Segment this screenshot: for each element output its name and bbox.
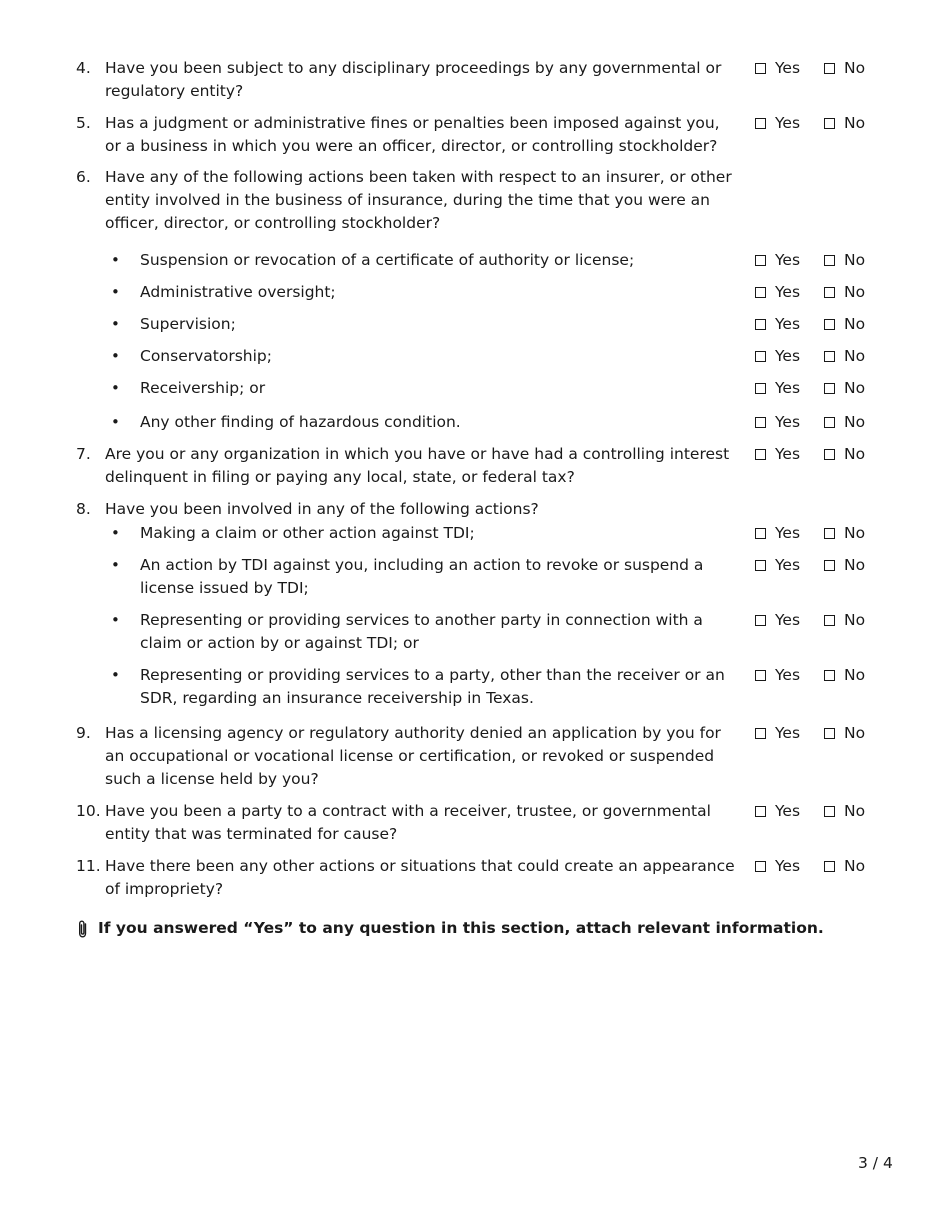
q6d-yes-option[interactable] xyxy=(755,345,800,368)
q8c-no-checkbox[interactable] xyxy=(824,615,835,626)
question-number: 5. xyxy=(76,114,91,132)
q6b-yes-checkbox[interactable] xyxy=(755,287,766,298)
q4-no-option[interactable] xyxy=(824,57,865,80)
yes-label: Yes xyxy=(775,666,801,684)
no-label: No xyxy=(844,445,866,463)
q5-yes-checkbox[interactable] xyxy=(755,118,766,129)
bullet: • xyxy=(111,379,120,397)
no-label: No xyxy=(844,556,866,574)
no-label: No xyxy=(844,315,866,333)
q8d-no-checkbox[interactable] xyxy=(824,670,835,681)
q8a-no-option[interactable] xyxy=(824,522,865,545)
bullet: • xyxy=(111,611,120,629)
q4-yes-option[interactable] xyxy=(755,57,800,80)
q6c-yes-option[interactable] xyxy=(755,313,800,336)
q11-yes-checkbox[interactable] xyxy=(755,861,766,872)
question-text: Have there been any other actions or situations that could create an appearance of impropriety? xyxy=(105,857,735,898)
q7-yes-checkbox[interactable] xyxy=(755,449,766,460)
q8d-yes-option[interactable] xyxy=(755,664,800,687)
q6f-yes-option[interactable] xyxy=(755,411,800,434)
q9-no-option[interactable] xyxy=(824,722,865,745)
bullet: • xyxy=(111,524,120,542)
yes-label: Yes xyxy=(775,379,801,397)
attachment-note xyxy=(76,917,824,940)
no-label: No xyxy=(844,251,866,269)
q8b-no-option[interactable] xyxy=(824,554,865,577)
item-text: Administrative oversight; xyxy=(140,283,336,301)
q9-yes-option[interactable] xyxy=(755,722,800,745)
q5-no-checkbox[interactable] xyxy=(824,118,835,129)
q8c-no-option[interactable] xyxy=(824,609,865,632)
yes-label: Yes xyxy=(775,524,801,542)
no-label: No xyxy=(844,724,866,742)
q6d-yes-checkbox[interactable] xyxy=(755,351,766,362)
bullet: • xyxy=(111,413,120,431)
item-text: Representing or providing services to another party in connection with a claim or action by or against TDI; or xyxy=(140,611,703,652)
question-text: Have you been a party to a contract with a receiver, trustee, or governmental entity that was terminated for cause? xyxy=(105,802,711,843)
q7-yes-option[interactable] xyxy=(755,443,800,466)
question-text: Has a licensing agency or regulatory authority denied an application by you for an occupational or vocational license or certification, or revoked or suspended such a license held by you? xyxy=(105,724,721,788)
q8b-no-checkbox[interactable] xyxy=(824,560,835,571)
attachment-note-text: If you answered “Yes” to any question in this section, attach relevant information. xyxy=(98,919,824,937)
bullet: • xyxy=(111,315,120,333)
q6a-yes-option[interactable] xyxy=(755,249,800,272)
q11-no-checkbox[interactable] xyxy=(824,861,835,872)
q5-no-option[interactable] xyxy=(824,112,865,135)
q6f-no-checkbox[interactable] xyxy=(824,417,835,428)
item-text: Supervision; xyxy=(140,315,236,333)
q7-no-checkbox[interactable] xyxy=(824,449,835,460)
q6a-yes-checkbox[interactable] xyxy=(755,255,766,266)
item-text: Suspension or revocation of a certificate of authority or license; xyxy=(140,251,635,269)
no-label: No xyxy=(844,59,866,77)
yes-label: Yes xyxy=(775,857,801,875)
yes-label: Yes xyxy=(775,724,801,742)
q4-no-checkbox[interactable] xyxy=(824,63,835,74)
q10-no-option[interactable] xyxy=(824,800,865,823)
yes-label: Yes xyxy=(775,413,801,431)
question-text: Have you been subject to any disciplinary proceedings by any governmental or regulatory entity? xyxy=(105,59,722,100)
q8d-no-option[interactable] xyxy=(824,664,865,687)
no-label: No xyxy=(844,611,866,629)
yes-label: Yes xyxy=(775,59,801,77)
item-text: Making a claim or other action against TDI; xyxy=(140,524,475,542)
yes-label: Yes xyxy=(775,315,801,333)
q10-no-checkbox[interactable] xyxy=(824,806,835,817)
q8a-no-checkbox[interactable] xyxy=(824,528,835,539)
page-number: 3 / 4 xyxy=(858,1154,893,1172)
no-label: No xyxy=(844,114,866,132)
question-number: 7. xyxy=(76,445,91,463)
q8a-yes-option[interactable] xyxy=(755,522,800,545)
q9-no-checkbox[interactable] xyxy=(824,728,835,739)
q6d-no-checkbox[interactable] xyxy=(824,351,835,362)
bullet: • xyxy=(111,347,120,365)
item-text: Representing or providing services to a party, other than the receiver or an SDR, regarding an insurance receivership in Texas. xyxy=(140,666,725,707)
q6f-yes-checkbox[interactable] xyxy=(755,417,766,428)
q6c-no-checkbox[interactable] xyxy=(824,319,835,330)
no-label: No xyxy=(844,524,866,542)
q8a-yes-checkbox[interactable] xyxy=(755,528,766,539)
q6c-no-option[interactable] xyxy=(824,313,865,336)
no-label: No xyxy=(844,857,866,875)
q6e-yes-option[interactable] xyxy=(755,377,800,400)
q6f-no-option[interactable] xyxy=(824,411,865,434)
paperclip-icon xyxy=(76,919,90,939)
yes-label: Yes xyxy=(775,802,801,820)
question-text: Have you been involved in any of the following actions? xyxy=(105,500,539,518)
q9-yes-checkbox[interactable] xyxy=(755,728,766,739)
item-text: Receivership; or xyxy=(140,379,266,397)
question-number: 10. xyxy=(76,802,101,820)
q11-no-option[interactable] xyxy=(824,855,865,878)
no-label: No xyxy=(844,802,866,820)
yes-label: Yes xyxy=(775,556,801,574)
item-text: Conservatorship; xyxy=(140,347,272,365)
q8d-yes-checkbox[interactable] xyxy=(755,670,766,681)
q6a-no-checkbox[interactable] xyxy=(824,255,835,266)
yes-label: Yes xyxy=(775,114,801,132)
question-text: Are you or any organization in which you have or have had a controlling interest delinquent in filing or paying any local, state, or federal tax? xyxy=(105,445,730,486)
bullet: • xyxy=(111,283,120,301)
item-text: Any other finding of hazardous condition. xyxy=(140,413,461,431)
question-number: 6. xyxy=(76,168,91,186)
q8b-yes-option[interactable] xyxy=(755,554,800,577)
q11-yes-option[interactable] xyxy=(755,855,800,878)
q6b-yes-option[interactable] xyxy=(755,281,800,304)
q6a-no-option[interactable] xyxy=(824,249,865,272)
q4-yes-checkbox[interactable] xyxy=(755,63,766,74)
question-number: 4. xyxy=(76,59,91,77)
question-number: 8. xyxy=(76,500,91,518)
no-label: No xyxy=(844,347,866,365)
yes-label: Yes xyxy=(775,611,801,629)
yes-label: Yes xyxy=(775,251,801,269)
question-text: Has a judgment or administrative fines or penalties been imposed against you, or a business in which you were an officer, director, or controlling stockholder? xyxy=(105,114,720,155)
item-text: An action by TDI against you, including an action to revoke or suspend a license issued by TDI; xyxy=(140,556,704,597)
no-label: No xyxy=(844,283,866,301)
q10-yes-option[interactable] xyxy=(755,800,800,823)
q6b-no-checkbox[interactable] xyxy=(824,287,835,298)
question-text: Have any of the following actions been taken with respect to an insurer, or other entity involved in the business of insurance, during the time that you were an officer, director, or controlling stockholder? xyxy=(105,168,732,232)
yes-label: Yes xyxy=(775,283,801,301)
bullet: • xyxy=(111,556,120,574)
q8b-yes-checkbox[interactable] xyxy=(755,560,766,571)
q10-yes-checkbox[interactable] xyxy=(755,806,766,817)
q8c-yes-checkbox[interactable] xyxy=(755,615,766,626)
bullet: • xyxy=(111,666,120,684)
question-number: 9. xyxy=(76,724,91,742)
no-label: No xyxy=(844,666,866,684)
yes-label: Yes xyxy=(775,445,801,463)
yes-label: Yes xyxy=(775,347,801,365)
q6e-no-checkbox[interactable] xyxy=(824,383,835,394)
question-number: 11. xyxy=(76,857,101,875)
bullet: • xyxy=(111,251,120,269)
q6d-no-option[interactable] xyxy=(824,345,865,368)
no-label: No xyxy=(844,413,866,431)
q7-no-option[interactable] xyxy=(824,443,865,466)
no-label: No xyxy=(844,379,866,397)
q8c-yes-option[interactable] xyxy=(755,609,800,632)
q6c-yes-checkbox[interactable] xyxy=(755,319,766,330)
q6b-no-option[interactable] xyxy=(824,281,865,304)
q5-yes-option[interactable] xyxy=(755,112,800,135)
q6e-no-option[interactable] xyxy=(824,377,865,400)
q6e-yes-checkbox[interactable] xyxy=(755,383,766,394)
